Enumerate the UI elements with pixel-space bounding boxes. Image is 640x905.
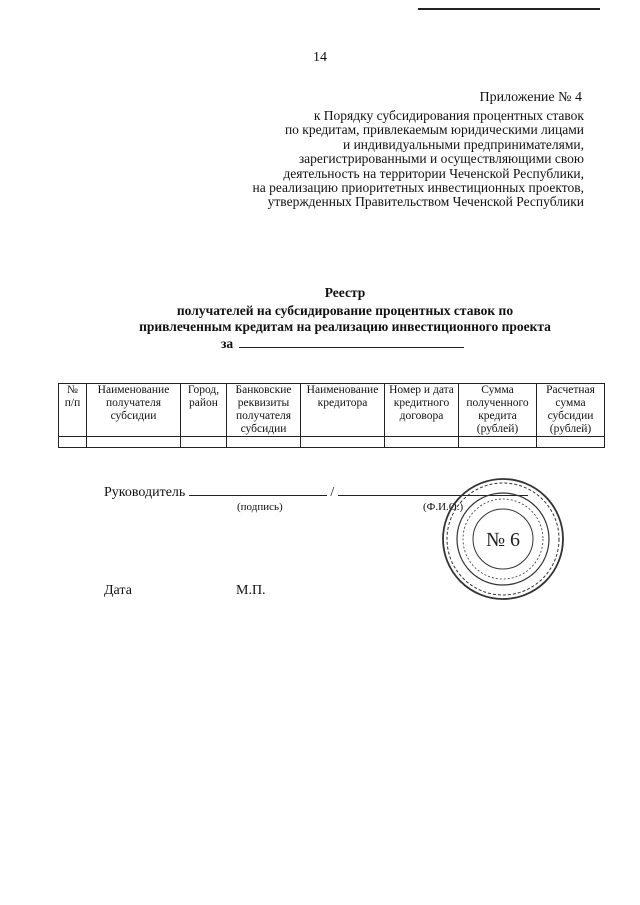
page-number: 14: [313, 50, 327, 65]
table-cell[interactable]: [181, 437, 227, 448]
signature-separator: /: [330, 485, 335, 500]
column-header-recipient: Наименование получателя субсидии: [87, 384, 181, 437]
table-cell[interactable]: [87, 437, 181, 448]
table-cell[interactable]: [385, 437, 459, 448]
table-cell[interactable]: [459, 437, 537, 448]
table-cell[interactable]: [301, 437, 385, 448]
period-row: [221, 335, 464, 352]
column-header-creditor: Наименование кредитора: [301, 384, 385, 437]
stamp-number: № 6: [485, 529, 521, 551]
registry-table: [58, 383, 605, 448]
column-header-contract: Номер и дата кредитного договора: [385, 384, 459, 437]
stamp-place-label: М.П.: [236, 583, 266, 598]
table-cell[interactable]: [59, 437, 87, 448]
column-header-loan-amount: Сумма полученного кредита (рублей): [459, 384, 537, 437]
column-header-bank-details: Банковские реквизиты получателя субсидии: [227, 384, 301, 437]
table-row: [59, 437, 605, 448]
table-cell[interactable]: [537, 437, 605, 448]
appendix-line: к Порядку субсидирования процентных ставок: [313, 108, 584, 123]
period-label: за: [221, 336, 234, 351]
table-cell[interactable]: [227, 437, 301, 448]
registry-subtitle: [0, 303, 640, 335]
appendix-description: [164, 109, 584, 210]
registry-subtitle-line: привлеченным кредитам на реализацию инвестиционного проекта: [139, 319, 551, 334]
appendix-line: зарегистрированными и осуществляющими свою: [298, 151, 584, 167]
head-label: Руководитель: [104, 485, 186, 500]
appendix-line: на реализацию приоритетных инвестиционных проектов,: [252, 180, 584, 196]
appendix-line: по кредитам, привлекаемым юридическими лицами: [284, 122, 584, 138]
column-header-number: № п/п: [59, 384, 87, 437]
official-stamp: [440, 476, 566, 602]
date-label: Дата: [104, 583, 132, 598]
period-blank-line: [239, 335, 464, 348]
top-rule: [418, 8, 600, 10]
registry-subtitle-line: получателей на субсидирование процентных ставок по: [176, 303, 514, 318]
appendix-line: и индивидуальными предпринимателями,: [342, 136, 584, 152]
appendix-line: деятельность на территории Чеченской Республики,: [283, 165, 584, 181]
table-header-row: [59, 384, 605, 437]
appendix-line: утвержденных Правительством Чеченской Республики: [267, 194, 584, 210]
signature-line: [189, 483, 327, 496]
fio-caption: (Ф.И.О.): [423, 501, 464, 513]
registry-title: Реестр: [324, 285, 366, 300]
column-header-city: Город, район: [181, 384, 227, 437]
appendix-title: Приложение № 4: [479, 90, 582, 105]
column-header-subsidy-amount: Расчетная сумма субсидии (рублей): [537, 384, 605, 437]
signature-caption: (подпись): [237, 501, 283, 513]
